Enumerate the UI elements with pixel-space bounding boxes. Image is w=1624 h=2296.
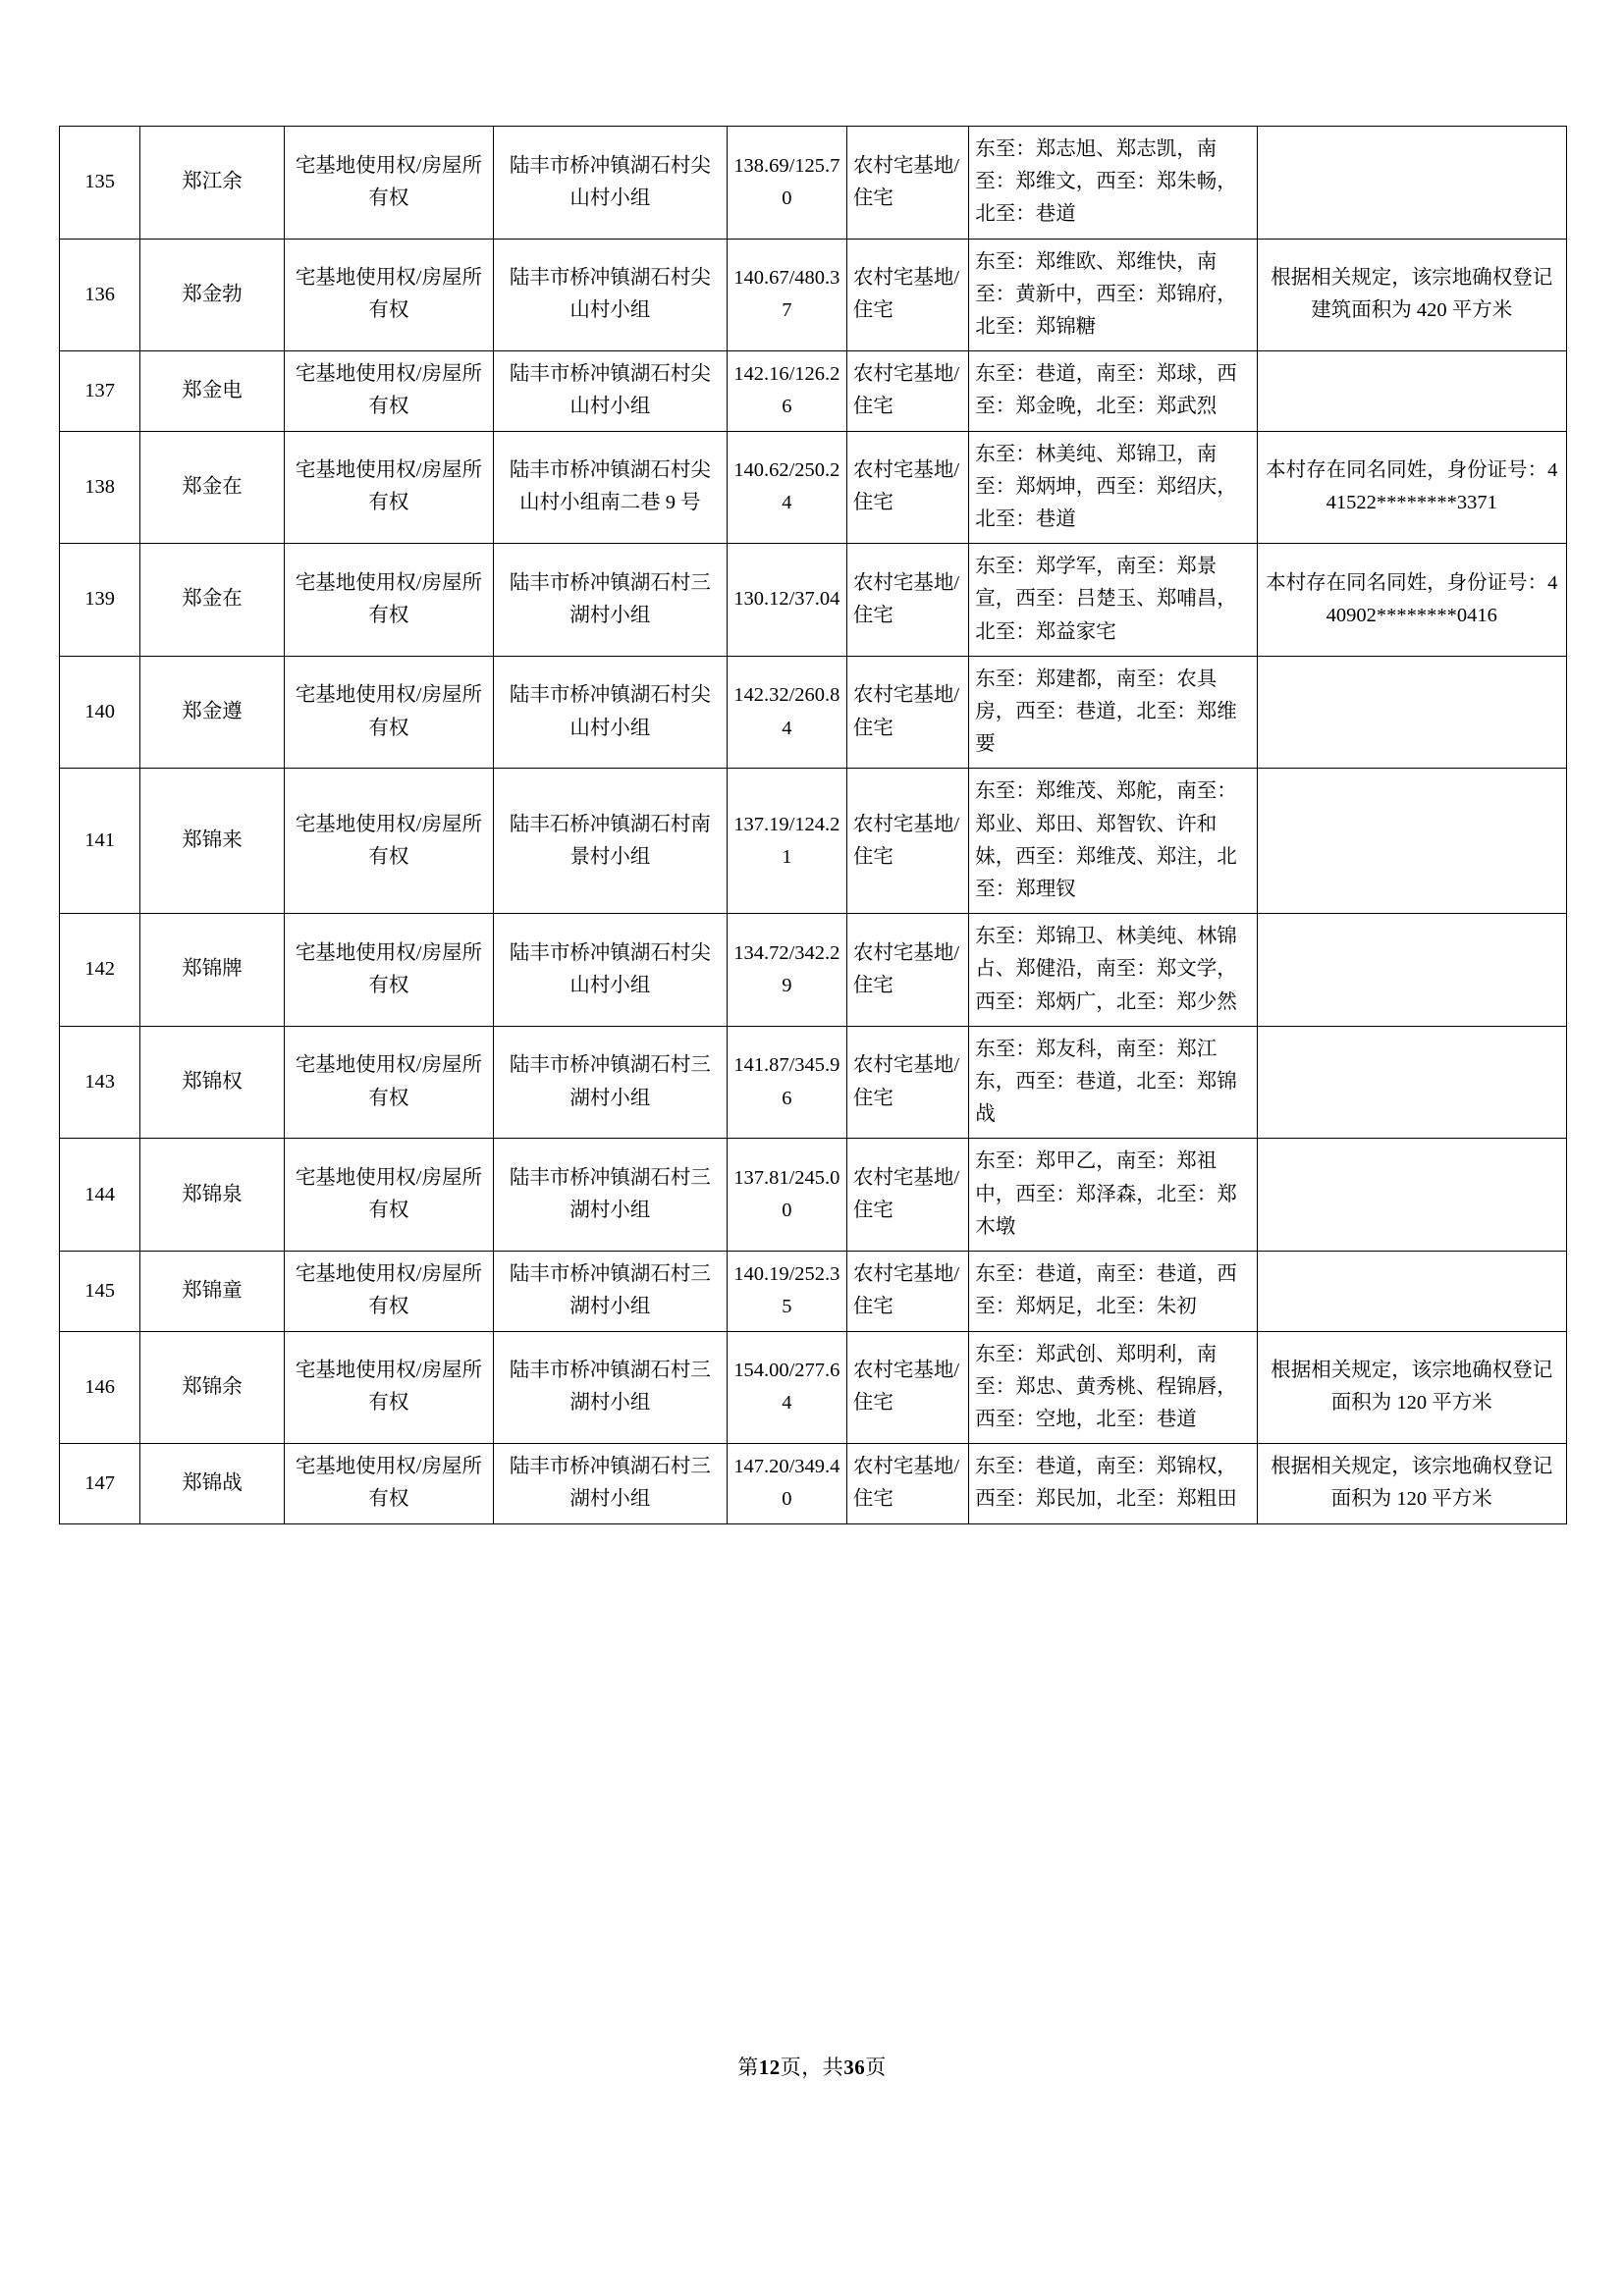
cell-right-type: 宅基地使用权/房屋所有权	[284, 656, 493, 769]
cell-boundary: 东至：郑志旭、郑志凯，南至：郑维文，西至：郑朱畅，北至：巷道	[969, 127, 1257, 240]
cell-name: 郑金在	[140, 431, 285, 544]
cell-index: 137	[60, 351, 140, 431]
footer-prefix: 第	[737, 2056, 759, 2079]
cell-right-type: 宅基地使用权/房屋所有权	[284, 351, 493, 431]
table-row	[60, 1139, 1567, 1252]
cell-use: 农村宅基地/住宅	[846, 127, 968, 240]
table-row	[60, 127, 1567, 240]
cell-index: 144	[60, 1139, 140, 1252]
cell-right-type: 宅基地使用权/房屋所有权	[284, 1331, 493, 1444]
cell-use: 农村宅基地/住宅	[846, 544, 968, 657]
cell-name: 郑锦余	[140, 1331, 285, 1444]
cell-location: 陆丰市桥冲镇湖石村三湖村小组	[494, 1252, 728, 1331]
cell-index: 147	[60, 1444, 140, 1523]
cell-use: 农村宅基地/住宅	[846, 239, 968, 351]
cell-boundary: 东至：郑锦卫、林美纯、林锦占、郑健沿，南至：郑文学，西至：郑炳广，北至：郑少然	[969, 914, 1257, 1027]
cell-area: 140.62/250.24	[727, 431, 846, 544]
table-row	[60, 769, 1567, 914]
cell-boundary: 东至：郑维欧、郑维快，南至：黄新中，西至：郑锦府，北至：郑锦糖	[969, 239, 1257, 351]
cell-location: 陆丰石桥冲镇湖石村南景村小组	[494, 769, 728, 914]
cell-location: 陆丰市桥冲镇湖石村三湖村小组	[494, 544, 728, 657]
cell-boundary: 东至：郑武创、郑明利，南至：郑忠、黄秀桃、程锦唇，西至：空地，北至：巷道	[969, 1331, 1257, 1444]
cell-name: 郑金勃	[140, 239, 285, 351]
cell-right-type: 宅基地使用权/房屋所有权	[284, 544, 493, 657]
cell-index: 135	[60, 127, 140, 240]
cell-right-type: 宅基地使用权/房屋所有权	[284, 127, 493, 240]
cell-boundary: 东至：巷道，南至：郑球，西至：郑金晚，北至：郑武烈	[969, 351, 1257, 431]
cell-name: 郑江余	[140, 127, 285, 240]
cell-name: 郑锦权	[140, 1026, 285, 1139]
cell-right-type: 宅基地使用权/房屋所有权	[284, 239, 493, 351]
cell-use: 农村宅基地/住宅	[846, 656, 968, 769]
cell-boundary: 东至：巷道，南至：郑锦权，西至：郑民加，北至：郑粗田	[969, 1444, 1257, 1523]
cell-index: 146	[60, 1331, 140, 1444]
footer-total-pages: 36	[843, 2056, 866, 2079]
footer-suffix: 页	[865, 2056, 887, 2079]
cell-note: 根据相关规定，该宗地确权登记面积为 120 平方米	[1257, 1331, 1566, 1444]
cell-note	[1257, 769, 1566, 914]
cell-boundary: 东至：郑友科，南至：郑江东，西至：巷道，北至：郑锦战	[969, 1026, 1257, 1139]
cell-use: 农村宅基地/住宅	[846, 1026, 968, 1139]
cell-name: 郑金在	[140, 544, 285, 657]
cell-area: 142.16/126.26	[727, 351, 846, 431]
cell-area: 154.00/277.64	[727, 1331, 846, 1444]
table-body	[60, 127, 1567, 1524]
cell-right-type: 宅基地使用权/房屋所有权	[284, 1252, 493, 1331]
cell-name: 郑金电	[140, 351, 285, 431]
footer-current-page: 12	[758, 2056, 781, 2079]
cell-note: 本村存在同名同姓，身份证号：441522********3371	[1257, 431, 1566, 544]
cell-index: 136	[60, 239, 140, 351]
table-row	[60, 351, 1567, 431]
cell-note	[1257, 656, 1566, 769]
cell-note	[1257, 351, 1566, 431]
cell-location: 陆丰市桥冲镇湖石村三湖村小组	[494, 1444, 728, 1523]
cell-location: 陆丰市桥冲镇湖石村尖山村小组	[494, 127, 728, 240]
table-row	[60, 1331, 1567, 1444]
cell-area: 138.69/125.70	[727, 127, 846, 240]
cell-index: 141	[60, 769, 140, 914]
table-row	[60, 656, 1567, 769]
cell-index: 143	[60, 1026, 140, 1139]
cell-right-type: 宅基地使用权/房屋所有权	[284, 1026, 493, 1139]
cell-name: 郑锦来	[140, 769, 285, 914]
cell-use: 农村宅基地/住宅	[846, 431, 968, 544]
cell-right-type: 宅基地使用权/房屋所有权	[284, 769, 493, 914]
cell-area: 140.19/252.35	[727, 1252, 846, 1331]
cell-right-type: 宅基地使用权/房屋所有权	[284, 1444, 493, 1523]
cell-note	[1257, 1026, 1566, 1139]
cell-use: 农村宅基地/住宅	[846, 1139, 968, 1252]
cell-area: 140.67/480.37	[727, 239, 846, 351]
cell-note	[1257, 127, 1566, 240]
cell-right-type: 宅基地使用权/房屋所有权	[284, 431, 493, 544]
cell-right-type: 宅基地使用权/房屋所有权	[284, 1139, 493, 1252]
cell-boundary: 东至：郑学军，南至：郑景宣，西至：吕楚玉、郑哺昌，北至：郑益家宅	[969, 544, 1257, 657]
cell-name: 郑锦牌	[140, 914, 285, 1027]
cell-note	[1257, 1139, 1566, 1252]
cell-index: 140	[60, 656, 140, 769]
cell-boundary: 东至：郑维茂、郑舵，南至：郑业、郑田、郑智钦、许和妹，西至：郑维茂、郑注，北至：郑理钗	[969, 769, 1257, 914]
cell-location: 陆丰市桥冲镇湖石村三湖村小组	[494, 1139, 728, 1252]
cell-location: 陆丰市桥冲镇湖石村尖山村小组	[494, 914, 728, 1027]
cell-area: 137.19/124.21	[727, 769, 846, 914]
cell-use: 农村宅基地/住宅	[846, 914, 968, 1027]
table-row	[60, 914, 1567, 1027]
cell-index: 142	[60, 914, 140, 1027]
cell-area: 134.72/342.29	[727, 914, 846, 1027]
cell-location: 陆丰市桥冲镇湖石村尖山村小组	[494, 656, 728, 769]
cell-name: 郑锦泉	[140, 1139, 285, 1252]
cell-location: 陆丰市桥冲镇湖石村尖山村小组	[494, 239, 728, 351]
cell-boundary: 东至：林美纯、郑锦卫，南至：郑炳坤，西至：郑绍庆，北至：巷道	[969, 431, 1257, 544]
cell-area: 137.81/245.00	[727, 1139, 846, 1252]
table-row	[60, 239, 1567, 351]
cell-use: 农村宅基地/住宅	[846, 1252, 968, 1331]
cell-area: 141.87/345.96	[727, 1026, 846, 1139]
registration-table	[59, 126, 1567, 1524]
cell-boundary: 东至：巷道，南至：巷道，西至：郑炳足，北至：朱初	[969, 1252, 1257, 1331]
cell-location: 陆丰市桥冲镇湖石村尖山村小组	[494, 351, 728, 431]
cell-location: 陆丰市桥冲镇湖石村三湖村小组	[494, 1331, 728, 1444]
table-row	[60, 431, 1567, 544]
cell-area: 147.20/349.40	[727, 1444, 846, 1523]
cell-index: 139	[60, 544, 140, 657]
cell-boundary: 东至：郑甲乙，南至：郑祖中，西至：郑泽森，北至：郑木墩	[969, 1139, 1257, 1252]
cell-note	[1257, 914, 1566, 1027]
table-row	[60, 1252, 1567, 1331]
cell-name: 郑锦童	[140, 1252, 285, 1331]
cell-use: 农村宅基地/住宅	[846, 351, 968, 431]
cell-name: 郑锦战	[140, 1444, 285, 1523]
cell-index: 145	[60, 1252, 140, 1331]
table-row	[60, 544, 1567, 657]
cell-note	[1257, 1252, 1566, 1331]
cell-use: 农村宅基地/住宅	[846, 769, 968, 914]
cell-use: 农村宅基地/住宅	[846, 1331, 968, 1444]
cell-area: 142.32/260.84	[727, 656, 846, 769]
page-footer	[0, 2052, 1624, 2081]
cell-location: 陆丰市桥冲镇湖石村三湖村小组	[494, 1026, 728, 1139]
cell-boundary: 东至：郑建都，南至：农具房，西至：巷道，北至：郑维要	[969, 656, 1257, 769]
cell-name: 郑金遵	[140, 656, 285, 769]
cell-right-type: 宅基地使用权/房屋所有权	[284, 914, 493, 1027]
cell-note: 本村存在同名同姓，身份证号：440902********0416	[1257, 544, 1566, 657]
cell-index: 138	[60, 431, 140, 544]
table-row	[60, 1444, 1567, 1523]
cell-note: 根据相关规定，该宗地确权登记建筑面积为 420 平方米	[1257, 239, 1566, 351]
cell-area: 130.12/37.04	[727, 544, 846, 657]
footer-middle: 页，共	[780, 2056, 844, 2079]
cell-use: 农村宅基地/住宅	[846, 1444, 968, 1523]
cell-note: 根据相关规定，该宗地确权登记面积为 120 平方米	[1257, 1444, 1566, 1523]
cell-location: 陆丰市桥冲镇湖石村尖山村小组南二巷 9 号	[494, 431, 728, 544]
table-row	[60, 1026, 1567, 1139]
